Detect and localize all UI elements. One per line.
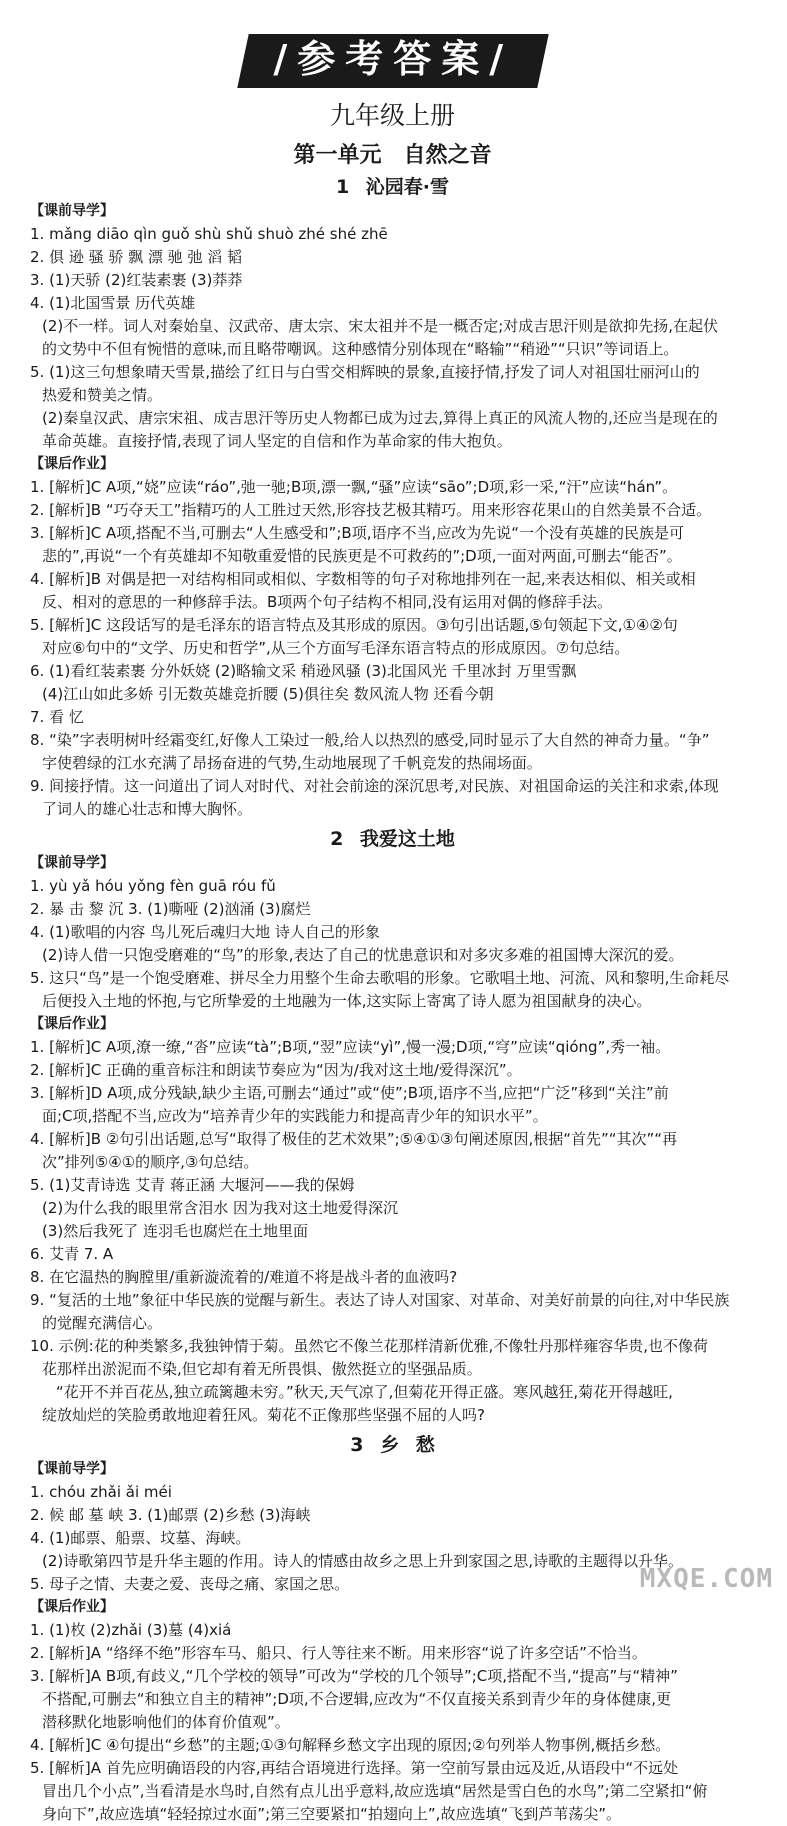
grade-title: 九年级上册 xyxy=(329,101,455,130)
answer-line: 1. (1)枚 (2)zhǎi (3)墓 (4)xiá xyxy=(30,1621,232,1639)
answer-line: 5. 这只“鸟”是一个饱受磨难、拼尽全力用整个生命去歌唱的形象。它歌唱土地、河流、风和黎明,生命耗尽 xyxy=(30,969,730,987)
answer-line: 1. yù yǎ hóu yǒng fèn guā róu fǔ xyxy=(30,877,276,895)
answer-line: 3. [解析]C A项,搭配不当,可删去“人生感受和”;B项,语序不当,应改为先说“一个没有英雄的民族是可 xyxy=(30,524,685,542)
answer-line: 1. mǎng diāo qìn guǒ shù shǔ shuò zhé shé zhē xyxy=(30,225,388,243)
answer-line: 4. [解析]B ②句引出话题,总写“取得了极佳的艺术效果”;⑤④①③句阐述原因,根据“首先”“其次”“再 xyxy=(30,1130,678,1148)
answer-line: 不搭配,可删去“和独立自主的精神”;D项,不合逻辑,应改为“不仅直接关系到青少年的身体健康,更 xyxy=(42,1690,671,1708)
section-heading: 【课后作业】 xyxy=(30,1599,114,1615)
answer-line: 对应⑥句中的“文学、历史和哲学”,从三个方面写毛泽东语言特点的形成原因。⑦句总结。 xyxy=(42,639,630,657)
answer-line: 8. 在它温热的胸膛里/重新漩流着的/难道不将是战斗者的血液吗? xyxy=(30,1268,458,1286)
answer-line: 反、相对的意思的一种修辞手法。B项两个句子结构不相同,没有运用对偶的修辞手法。 xyxy=(42,593,613,611)
answer-line: (2)诗人借一只饱受磨难的“鸟”的形象,表达了自己的忧患意识和对多灾多难的祖国博大深沉的爱。 xyxy=(42,946,684,964)
lesson-title: 2 我爱这土地 xyxy=(330,828,455,850)
answer-line: (2)秦皇汉武、唐宗宋祖、成吉思汗等历史人物都已成为过去,算得上真正的风流人物的,还应当是现在的 xyxy=(42,409,718,427)
answer-line: 次”排列⑤④①的顺序,③句总结。 xyxy=(42,1153,259,1171)
answer-line: (4)江山如此多娇 引无数英雄竞折腰 (5)俱往矣 数风流人物 还看今朝 xyxy=(42,685,494,703)
answer-line: 的文势中不但有惋惜的意味,而且略带嘲讽。这种感情分别体现在“略输”“稍逊”“只识”等词语上。 xyxy=(42,340,679,358)
answer-line: 1. chóu zhǎi ǎi méi xyxy=(30,1483,172,1501)
answer-line: 6. 艾青 7. A xyxy=(30,1245,114,1263)
answer-line: 8. “染”字表明树叶经霜变红,好像人工染过一般,给人以热烈的感受,同时显示了大自然的神奇力量。“争” xyxy=(30,731,710,749)
answer-line: 热爱和赞美之情。 xyxy=(42,386,163,404)
answer-line: 字使碧绿的江水充满了昂扬奋进的气势,生动地展现了千帆竞发的热闹场面。 xyxy=(42,754,542,772)
answer-line: 2. [解析]B “巧夺天工”指精巧的人工胜过天然,形容技艺极其精巧。用来形容花果山的自然美景不合适。 xyxy=(30,501,712,519)
answer-line: 9. “复活的土地”象征中华民族的觉醒与新生。表达了诗人对国家、对革命、对美好前景的向往,对中华民族 xyxy=(30,1291,730,1309)
section-heading: 【课前导学】 xyxy=(30,203,114,219)
answer-line: 5. [解析]C 这段话写的是毛泽东的语言特点及其形成的原因。③句引出话题,⑤句领起下文,①④②句 xyxy=(30,616,678,634)
answer-line: 4. [解析]B 对偶是把一对结构相同或相似、字数相等的句子对称地排列在一起,来表达相似、相关或相 xyxy=(30,570,696,588)
answer-line: 身向下”,故应选填“轻轻掠过水面”;第三空要紧扣“拍翅向上”,故应选填“飞到芦苇荡尖”。 xyxy=(42,1805,621,1823)
answer-line: (2)诗歌第四节是升华主题的作用。诗人的情感由故乡之思上升到家国之思,诗歌的主题得以升华。 xyxy=(42,1552,684,1570)
answer-line: 5. [解析]A 首先应明确语段的内容,再结合语境进行选择。第一空前写景由远及近,从语段中“不远处 xyxy=(30,1759,679,1777)
answer-line: 花那样出淤泥而不染,但它却有着无所畏惧、傲然挺立的坚强品质。 xyxy=(42,1360,482,1378)
answer-line: 2. 暴 击 黎 沉 3. (1)嘶哑 (2)汹涌 (3)腐烂 xyxy=(30,900,311,918)
banner-title: /参考答案/ xyxy=(273,37,513,81)
answer-line: 4. [解析]C ④句提出“乡愁”的主题;①③句解释乡愁文字出现的原因;②句列举人物事例,概括乡愁。 xyxy=(30,1736,671,1754)
answer-line: 革命英雄。直接抒情,表现了词人坚定的自信和作为革命家的伟大抱负。 xyxy=(42,432,512,450)
answer-line: 后便投入土地的怀抱,与它所挚爱的土地融为一体,这实际上寄寓了诗人愿为祖国献身的决心。 xyxy=(42,992,652,1010)
answer-line: 4. (1)歌唱的内容 鸟儿死后魂归大地 诗人自己的形象 xyxy=(30,923,380,941)
answer-line: (3)然后我死了 连羽毛也腐烂在土地里面 xyxy=(42,1222,309,1240)
answer-line: 9. 间接抒情。这一问道出了词人对时代、对社会前途的深沉思考,对民族、对祖国命运的关注和求索,体现 xyxy=(30,777,719,795)
section-heading: 【课后作业】 xyxy=(30,456,114,472)
answer-line: 5. (1)这三句想象晴天雪景,描绘了红日与白雪交相辉映的景象,直接抒情,抒发了词人对祖国壮丽河山的 xyxy=(30,363,700,381)
answer-line: 3. [解析]A B项,有歧义,“几个学校的领导”可改为“学校的几个领导”;C项,搭配不当,“提高”与“精神” xyxy=(30,1667,678,1685)
lesson-title: 1 沁园春·雪 xyxy=(335,176,450,198)
answer-line: 3. (1)天骄 (2)红装素裹 (3)莽莽 xyxy=(30,271,243,289)
answer-line: 5. 母子之情、夫妻之爱、丧母之痛、家国之思。 xyxy=(30,1575,350,1593)
section-heading: 【课后作业】 xyxy=(30,1016,114,1032)
answer-line: 冒出几个小点”,当看清是水鸟时,自然有点儿出乎意料,故应选填“居然是雪白色的水鸟”;第二空紧扣“俯 xyxy=(42,1782,708,1800)
section-heading: 【课前导学】 xyxy=(30,1461,114,1477)
answer-line: 悲的”,再说“一个有英雄却不知敬重爱惜的民族更是不可救药的”;D项,一面对两面,可删去“能否”。 xyxy=(42,547,682,565)
answer-banner xyxy=(30,34,755,88)
answer-line: 2. 候 邮 墓 峡 3. (1)邮票 (2)乡愁 (3)海峡 xyxy=(30,1506,311,1524)
unit-title: 第一单元 自然之音 xyxy=(293,143,492,168)
answer-line: 5. (1)艾青诗选 艾青 蒋正涵 大堰河——我的保姆 xyxy=(30,1176,355,1194)
answer-line: 1. [解析]C A项,“娆”应读“ráo”,弛一驰;B项,漂一飘,“骚”应读“sāo”;D项,彩一采,“汗”应读“hán”。 xyxy=(30,478,678,496)
answer-line: 了词人的雄心壮志和博大胸怀。 xyxy=(42,800,253,818)
answer-line: 2. [解析]A “络绎不绝”形容车马、船只、行人等往来不断。用来形容“说了许多空话”不恰当。 xyxy=(30,1644,647,1662)
lesson-title: 3 乡 愁 xyxy=(350,1434,435,1456)
section-heading: 【课前导学】 xyxy=(30,855,114,871)
answer-line: 1. [解析]C A项,潦一缭,“沓”应读“tà”;B项,“翌”应读“yì”,慢一漫;D项,“穹”应读“qióng”,秀一袖。 xyxy=(30,1038,671,1056)
answer-line: 4. (1)北国雪景 历代英雄 xyxy=(30,294,196,312)
answer-line: (2)为什么我的眼里常含泪水 因为我对这土地爱得深沉 xyxy=(42,1199,399,1217)
answer-line: 的觉醒充满信心。 xyxy=(42,1314,163,1332)
answer-line: 4. (1)邮票、船票、坟墓、海峡。 xyxy=(30,1529,251,1547)
answer-line: 7. 看 忆 xyxy=(30,708,84,726)
answer-line: 2. [解析]C 正确的重音标注和朗读节奏应为“因为/我对这土地/爱得深沉”。 xyxy=(30,1061,522,1079)
answer-line: 潜移默化地影响他们的体育价值观”。 xyxy=(42,1713,290,1731)
answer-line: 6. (1)看红装素裹 分外妖娆 (2)略输文采 稍逊风骚 (3)北国风光 千里冰封 万里雪飘 xyxy=(30,662,577,680)
answer-line: (2)不一样。词人对秦始皇、汉武帝、唐太宗、宋太祖并不是一概否定;对成吉思汗则是欲抑先扬,在起伏 xyxy=(42,317,719,335)
watermark: MXQE.COM xyxy=(639,1564,773,1594)
answer-line: 绽放灿烂的笑脸勇敢地迎着狂风。菊花不正像那些坚强不屈的人吗? xyxy=(42,1406,485,1424)
answer-line: 2. 俱 逊 骚 骄 飘 漂 驰 弛 滔 韬 xyxy=(30,248,242,266)
answer-line: 3. [解析]D A项,成分残缺,缺少主语,可删去“通过”或“使”;B项,语序不当,应把“广泛”移到“关注”前 xyxy=(30,1084,669,1102)
answer-line: 面;C项,搭配不当,应改为“培养青少年的实践能力和提高青少年的知识水平”。 xyxy=(42,1107,548,1125)
answer-line: “花开不并百花丛,独立疏篱趣未穷。”秋天,天气凉了,但菊花开得正盛。寒风越狂,菊花开得越旺, xyxy=(56,1383,673,1401)
answer-line: 10. 示例:花的种类繁多,我独钟情于菊。虽然它不像兰花那样清新优雅,不像牡丹那样雍容华贵,也不像荷 xyxy=(30,1337,708,1355)
